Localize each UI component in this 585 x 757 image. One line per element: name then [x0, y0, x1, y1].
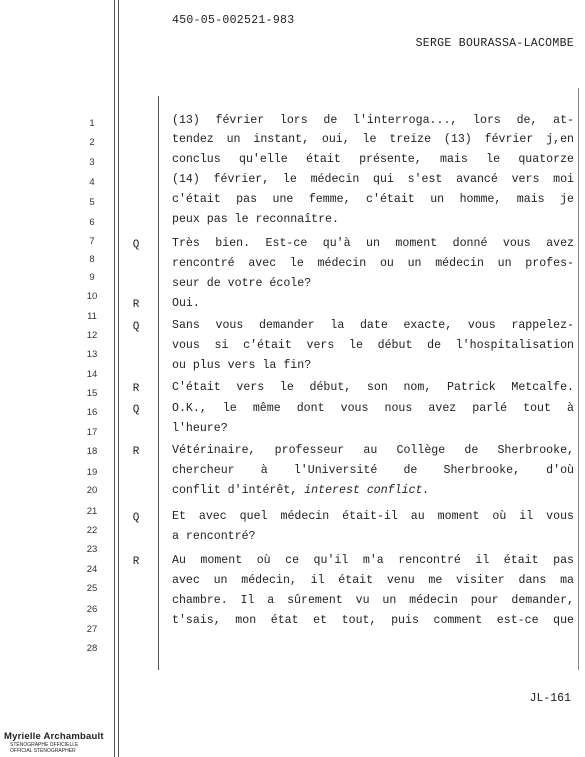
transcript-line: [172, 339, 574, 353]
line-number: 24: [86, 564, 98, 575]
line-number: 26: [86, 604, 98, 615]
line-number: 27: [86, 624, 98, 635]
transcript-line: [172, 319, 574, 333]
line-number: 7: [89, 236, 95, 247]
line-number: 6: [89, 217, 95, 228]
transcript-line-text: ou plus vers la fin?: [172, 359, 312, 372]
line-number: 22: [86, 525, 98, 536]
transcript-line: [172, 402, 574, 416]
transcript-line: [172, 257, 574, 271]
left-margin-rule-inner: [118, 0, 119, 757]
stenographer-stamp: [4, 731, 104, 754]
transcript-line: [172, 530, 574, 544]
speaker-mark: Q: [132, 321, 140, 333]
line-number: 28: [86, 643, 98, 654]
transcript-line-text: C'était vers le début, son nom, Patrick Metcalfe.: [172, 381, 574, 394]
transcript-line-text: conflit d'intérêt,: [172, 484, 305, 497]
transcript-line: [172, 193, 574, 207]
line-number: 15: [86, 388, 98, 399]
stenographer-title-fr: STÉNOGRAPHE OFFICIELLE: [10, 742, 79, 748]
line-number: 10: [86, 291, 98, 302]
speaker-column-rule: [158, 96, 159, 670]
line-number: 3: [89, 157, 95, 168]
speaker-mark: R: [132, 556, 140, 568]
transcript-line: [172, 554, 574, 568]
transcript-line-text: Et avec quel médecin était-il au moment où il vous: [172, 510, 574, 523]
transcript-italic-text: interest conflict.: [304, 484, 430, 497]
line-number: 1: [89, 118, 95, 129]
transcript-line: [172, 484, 574, 498]
transcript-line-text: peux pas le reconnaître.: [172, 213, 339, 226]
transcript-line-text: c'était pas une femme, c'était un homme, mais je: [172, 193, 574, 206]
transcript-line-text: l'heure?: [172, 422, 228, 435]
transcript-line-text: rencontré avec le médecin ou un médecin un profes-: [172, 257, 574, 270]
line-number: 19: [86, 467, 98, 478]
line-number: 20: [86, 485, 98, 496]
transcript-line: [172, 173, 574, 187]
transcript-line-text: t'sais, mon état et tout, puis comment est-ce que: [172, 614, 574, 627]
line-number: 5: [89, 197, 95, 208]
transcript-line-text: vous si c'était vers le début de l'hospitalisation: [172, 339, 574, 352]
line-number: 8: [89, 254, 95, 265]
transcript-line-text: Vétérinaire, professeur au Collège de Sherbrooke,: [172, 444, 574, 457]
line-number: 11: [87, 311, 97, 322]
transcript-line-text: (13) février lors de l'interroga..., lors de, at-: [172, 114, 574, 127]
line-number: 14: [86, 369, 98, 380]
transcript-line-text: avec un médecin, il était venu me visiter dans ma: [172, 574, 574, 587]
line-number: 13: [86, 349, 98, 360]
transcript-line: [172, 510, 574, 524]
transcript-line: [172, 213, 574, 227]
line-number: 9: [89, 272, 95, 283]
line-number: 18: [86, 446, 98, 457]
speaker-mark: Q: [132, 239, 140, 251]
speaker-mark: Q: [132, 512, 140, 524]
transcript-line-text: chercheur à l'Université de Sherbrooke, d'où: [172, 464, 574, 477]
transcript-line: [172, 297, 574, 311]
transcript-line-text: O.K., le même dont vous nous avez parlé tout à: [172, 402, 574, 415]
speaker-mark: R: [132, 446, 140, 458]
transcript-line: [172, 277, 574, 291]
transcript-line-text: Au moment où ce qu'il m'a rencontré il était pas: [172, 554, 574, 567]
line-number: 23: [86, 544, 98, 555]
speaker-mark: R: [132, 383, 140, 395]
stenographer-title-en: OFFICIAL STENOGRAPHER: [10, 748, 76, 754]
line-number: 4: [89, 177, 95, 188]
left-margin-rule-outer: [114, 0, 115, 757]
transcript-line: [172, 422, 574, 436]
transcript-line-text: Sans vous demander la date exacte, vous rappelez-: [172, 319, 574, 332]
stenographer-name: Myrielle Archambault: [4, 731, 104, 742]
transcript-line-text: Très bien. Est-ce qu'à un moment donné vous avez: [172, 237, 574, 250]
line-number: 16: [86, 407, 98, 418]
line-number: 2: [89, 137, 95, 148]
transcript-line: [172, 133, 574, 147]
transcript-line: [172, 359, 574, 373]
witness-name: SERGE BOURASSA-LACOMBE: [415, 37, 574, 50]
transcript-line: [172, 614, 574, 628]
transcript-line: [172, 464, 574, 478]
transcript-line: [172, 444, 574, 458]
transcript-line-text: conclus qu'elle était présente, mais le quatorze: [172, 153, 574, 166]
transcript-line-text: chambre. Il a sûrement vu un médecin pour demander,: [172, 594, 574, 607]
transcript-line: [172, 114, 574, 128]
file-number: 450-05-002521-983: [172, 14, 295, 27]
page-code: JL-161: [529, 692, 571, 705]
line-number: 12: [86, 330, 98, 341]
line-number: 25: [86, 583, 98, 594]
transcript-line: [172, 237, 574, 251]
transcript-line-text: (14) février, le médecin qui s'est avancé vers moi: [172, 173, 574, 186]
speaker-mark: Q: [132, 404, 140, 416]
right-margin-rule: [578, 88, 579, 670]
transcript-line: [172, 574, 574, 588]
transcript-line-text: Oui.: [172, 297, 200, 310]
transcript-line-text: tendez un instant, oui, le treize (13) février j,en: [172, 133, 574, 146]
line-number: 21: [86, 506, 98, 517]
transcript-line: [172, 594, 574, 608]
transcript-line: [172, 381, 574, 395]
speaker-mark: R: [132, 299, 140, 311]
transcript-line: [172, 153, 574, 167]
transcript-line-text: seur de votre école?: [172, 277, 312, 290]
line-number: 17: [86, 427, 98, 438]
transcript-line-text: a rencontré?: [172, 530, 256, 543]
